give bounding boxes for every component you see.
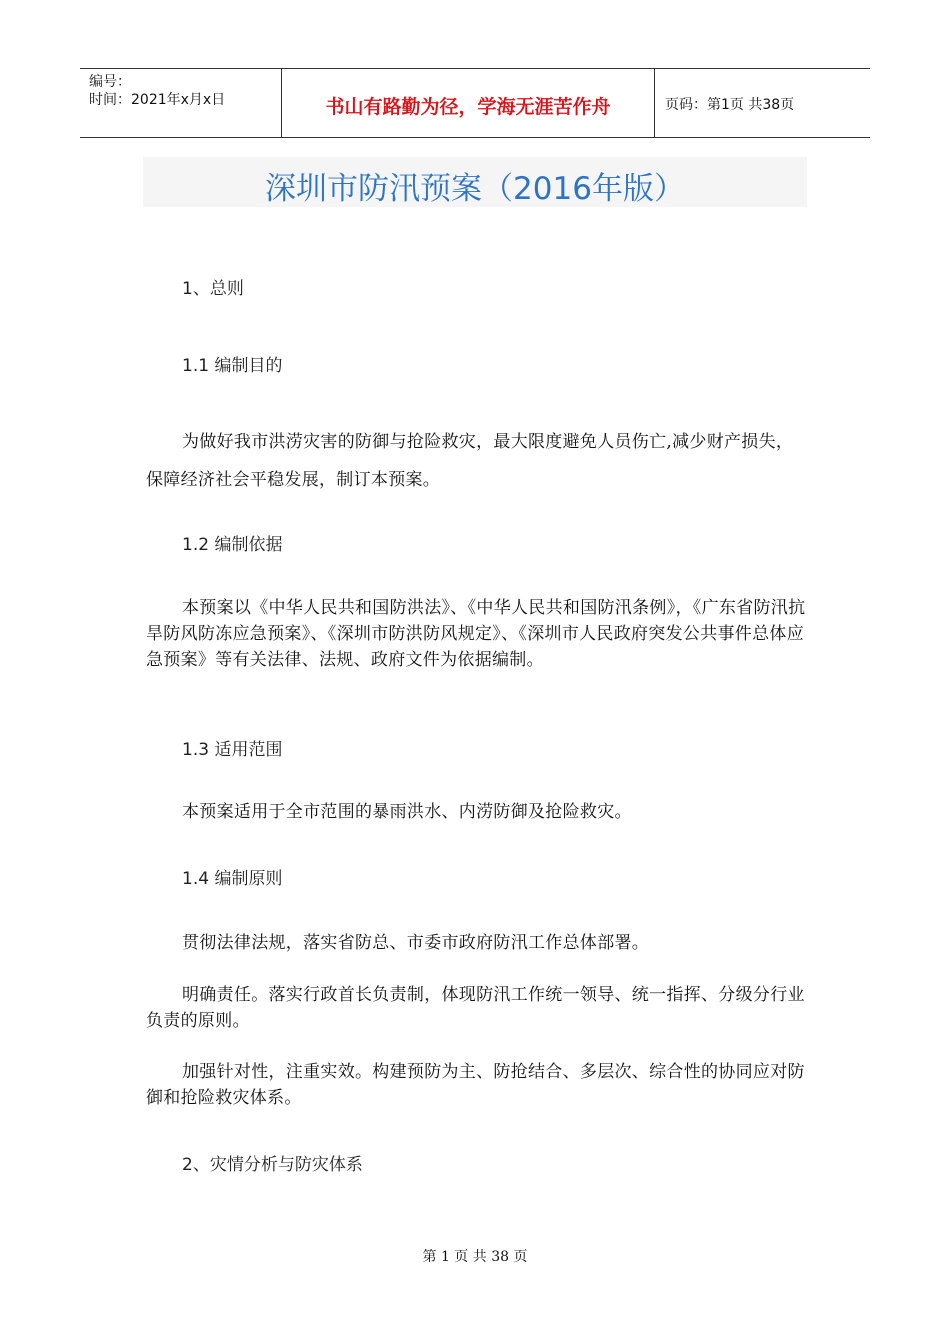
document-date-label: 时间：2021年x月x日 <box>89 92 226 108</box>
paragraph-1-2: 本预案以《中华人民共和国防洪法》、《中华人民共和国防汛条例》，《广东省防汛抗旱防风防冻应急预案》、《深圳市防洪防风规定》、《深圳市人民政府突发公共事件总体应急预案》等有关法律、法规、政府文件为依据编制。 <box>146 598 806 670</box>
section-heading-2: 2、灾情分析与防灾体系 <box>182 1155 363 1175</box>
header-motto: 书山有路勤为径，学海无涯苦作舟 <box>325 96 611 118</box>
header-motto-cell <box>282 69 655 137</box>
paragraph-1-4a: 贯彻法律法规，落实省防总、市委市政府防汛工作总体部署。 <box>182 933 650 953</box>
header-page-code: 页码：第1页 共38页 <box>665 97 795 113</box>
document-title: 深圳市防汛预案（2016年版） <box>265 171 685 207</box>
section-heading-1-1: 1.1 编制目的 <box>182 356 283 376</box>
section-heading-1-2: 1.2 编制依据 <box>182 535 283 555</box>
paragraph-1-4c: 加强针对性，注重实效。构建预防为主、防抢结合、多层次、综合性的协同应对防御和抢险救灾体系。 <box>146 1062 805 1108</box>
page-footer: 第 1 页 共 38 页 <box>422 1249 528 1265</box>
section-heading-1-3: 1.3 适用范围 <box>182 740 283 760</box>
title-band <box>143 157 807 207</box>
document-number-label: 编号： <box>89 74 131 90</box>
document-header <box>80 68 870 138</box>
paragraph-1-1: 为做好我市洪涝灾害的防御与抢险救灾，最大限度避免人员伤亡,减少财产损失，保障经济社会平稳发展，制订本预案。 <box>146 432 794 490</box>
section-heading-1-4: 1.4 编制原则 <box>182 869 283 889</box>
section-heading-1: 1、总则 <box>182 279 244 299</box>
paragraph-1-4b: 明确责任。落实行政首长负责制，体现防汛工作统一领导、统一指挥、分级分行业负责的原则。 <box>146 985 805 1031</box>
paragraph-1-3: 本预案适用于全市范围的暴雨洪水、内涝防御及抢险救灾。 <box>182 802 632 822</box>
header-page-cell <box>655 69 870 137</box>
header-meta-cell <box>80 69 282 137</box>
